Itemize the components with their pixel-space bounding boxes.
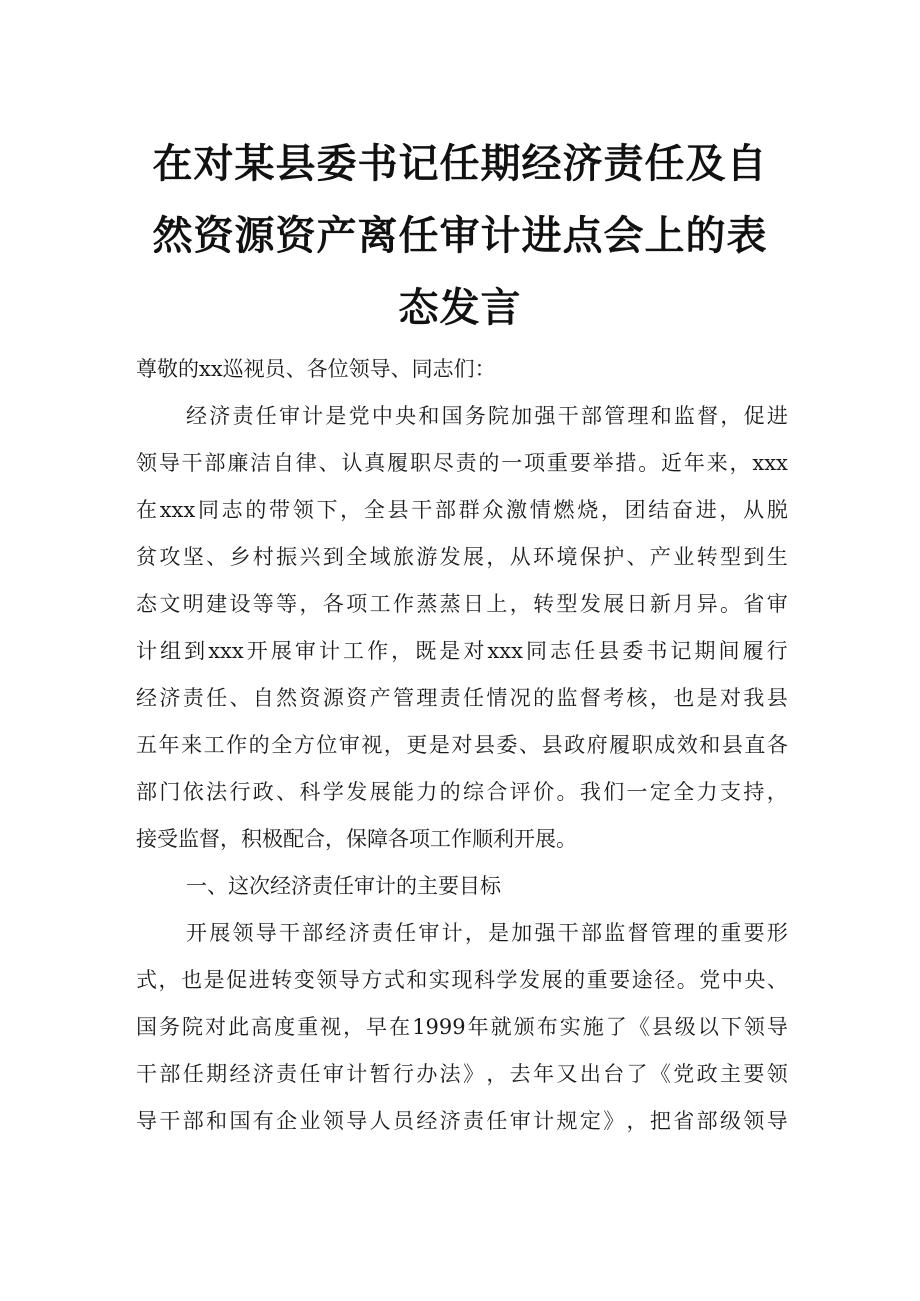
title-line: 在对某县委书记任期经济责任及自 [152, 141, 768, 187]
paragraph-line: 计 组 到 xxx 开 展 审 计 工 作 ， 既 是 对 xxx 同 志 任 县 委 书 记 期 间 履 行 [136, 639, 788, 663]
paragraph-line: 导 干 部 和 国 有 企 业 领 导 人 员 经 济 责 任 审 计 规 定 》 ， 把 省 部 级 领 导 [136, 1109, 788, 1133]
paragraph-line: 部 门 依 法 行 政 、 科 学 发 展 能 力 的 综 合 评 价 。 我 们 一 定 全 力 支 持 ， [136, 780, 788, 804]
paragraph-line: 开 展 领 导 干 部 经 济 责 任 审 计 ， 是 加 强 干 部 监 督 管 理 的 重 要 形 [186, 921, 788, 945]
salutation: 尊敬的xx巡视员、各位领导、同志们： [136, 357, 496, 381]
paragraph-line: 接受监督，积极配合，保障各项工作顺利开展。 [136, 827, 577, 851]
title-line: 态发言 [398, 285, 522, 331]
document-title [130, 128, 790, 344]
paragraph-line: 态 文 明 建 设 等 等 ， 各 项 工 作 蒸 蒸 日 上 ， 转 型 发 展 日 新 月 异 。 省 审 [136, 592, 788, 616]
paragraph-line: 干 部 任 期 经 济 责 任 审 计 暂 行 办 法 》 ， 去 年 又 出 台 了 《 党 政 主 要 领 [136, 1062, 788, 1086]
paragraph-line: 经 济 责 任 、 自 然 资 源 资 产 管 理 责 任 情 况 的 监 督 考 核 ， 也 是 对 我 县 [136, 686, 788, 710]
paragraph-line: 领 导 干 部 廉 洁 自 律 、 认 真 履 职 尽 责 的 一 项 重 要 举 措 。 近 年 来 ， xxx [136, 451, 788, 475]
paragraph-line: 经 济 责 任 审 计 是 党 中 央 和 国 务 院 加 强 干 部 管 理 和 监 督 ， 促 进 [186, 404, 788, 428]
paragraph-line: 在 xxx 同 志 的 带 领 下 ， 全 县 干 部 群 众 激 情 燃 烧 ， 团 结 奋 进 ， 从 脱 [136, 498, 788, 522]
paragraph-line: 五 年 来 工 作 的 全 方 位 审 视 ， 更 是 对 县 委 、 县 政 府 履 职 成 效 和 县 直 各 [136, 733, 788, 757]
title-line: 然资源资产离任审计进点会上的表 [152, 213, 768, 259]
section-heading: 一、这次经济责任审计的主要目标 [186, 874, 501, 898]
paragraph-line: 国 务 院 对 此 高 度 重 视 ， 早 在 1999 年 就 颁 布 实 施 了 《 县 级 以 下 领 导 [136, 1015, 788, 1039]
paragraph-line: 贫 攻 坚 、 乡 村 振 兴 到 全 域 旅 游 发 展 ， 从 环 境 保 护 、 产 业 转 型 到 生 [136, 545, 788, 569]
paragraph-line: 式 ， 也 是 促 进 转 变 领 导 方 式 和 实 现 科 学 发 展 的 重 要 途 径 。 党 中 央 、 [136, 968, 788, 992]
